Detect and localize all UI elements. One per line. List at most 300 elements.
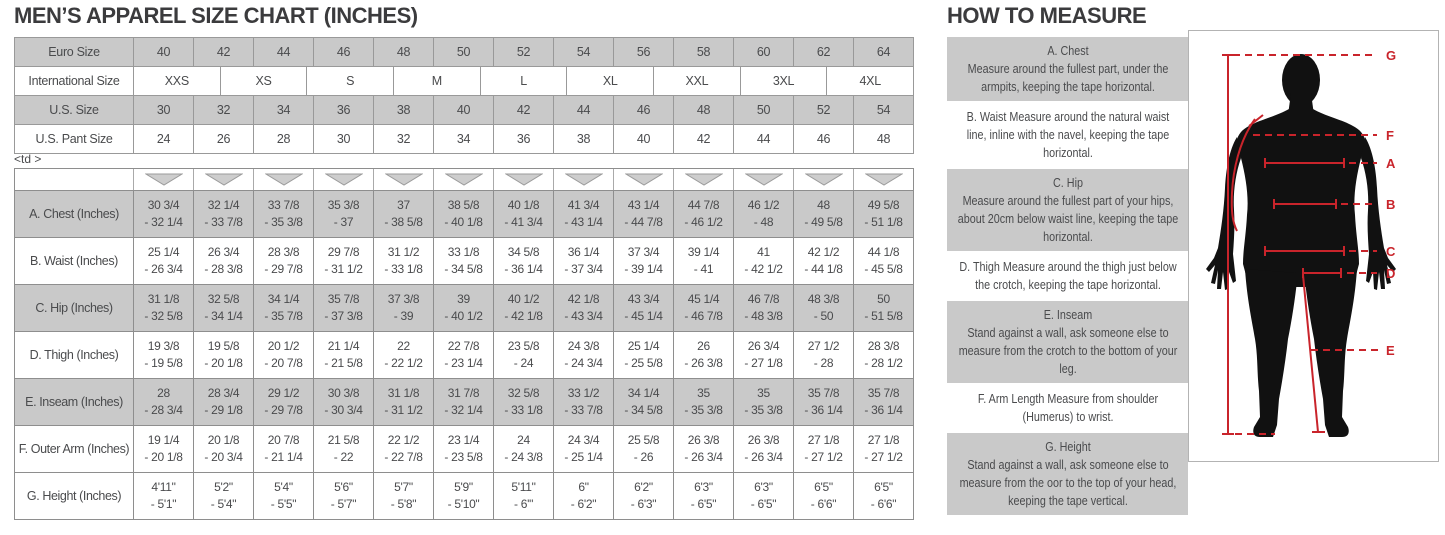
range-start: 28 3/8 <box>267 245 300 259</box>
range-start: 26 3/4 <box>747 339 780 353</box>
range-start: 25 1/4 <box>627 339 660 353</box>
measure-cell <box>674 191 734 237</box>
size-cell: 34 <box>434 125 494 153</box>
measure-cell <box>554 426 614 472</box>
range-end: - 5'1" <box>150 497 177 511</box>
range-end: - 46 7/8 <box>684 309 723 323</box>
size-cell: 54 <box>554 38 614 66</box>
measure-instruction-inner <box>957 301 1179 383</box>
range-start: 22 7/8 <box>447 339 480 353</box>
size-table-row <box>15 125 913 153</box>
size-cell: 44 <box>254 38 314 66</box>
measure-instruction-inner <box>957 103 1179 167</box>
range-start: 33 1/2 <box>567 386 600 400</box>
measure-cell <box>434 473 494 519</box>
instruction-body: Measure around the fullest part, under the armpits, keeping the tape horizontal. <box>967 62 1169 94</box>
range-start: 39 <box>457 292 470 306</box>
measure-table-row <box>15 285 913 332</box>
range-end: - 42 1/8 <box>504 309 543 323</box>
range-start: 6'3" <box>694 480 713 494</box>
how-to-measure-title <box>947 3 1146 29</box>
measure-cell <box>734 285 794 331</box>
measure-cell <box>494 238 554 284</box>
range-end: - 44 7/8 <box>624 215 663 229</box>
measure-cell <box>674 285 734 331</box>
measure-cell <box>674 379 734 425</box>
chevron-down-icon[interactable] <box>734 169 794 190</box>
range-end: - 48 3/8 <box>744 309 783 323</box>
range-end: - 28 <box>813 356 834 370</box>
range-start: 32 5/8 <box>207 292 240 306</box>
range-start: 24 <box>517 433 530 447</box>
measure-instruction-box <box>947 433 1188 515</box>
label-e: E <box>1386 343 1395 358</box>
measure-cell <box>494 332 554 378</box>
range-end: - 51 5/8 <box>864 309 903 323</box>
stray-markup-text: <td > <box>14 152 42 166</box>
range-start: 19 1/4 <box>147 433 180 447</box>
measure-cell <box>194 285 254 331</box>
chevron-down-icon[interactable] <box>614 169 674 190</box>
range-end: - 20 7/8 <box>264 356 303 370</box>
measure-cell <box>614 332 674 378</box>
range-end: - 37 3/8 <box>324 309 363 323</box>
measure-cell <box>374 285 434 331</box>
range-end: - 6'3" <box>630 497 657 511</box>
measure-cell <box>554 238 614 284</box>
range-start: 39 1/4 <box>687 245 720 259</box>
range-end: - 37 3/4 <box>564 262 603 276</box>
label-d: D <box>1386 266 1396 281</box>
size-cell: 32 <box>194 96 254 124</box>
range-start: 41 <box>757 245 770 259</box>
range-end: - 40 1/2 <box>444 309 483 323</box>
measure-instruction-box <box>947 103 1188 167</box>
measure-cell <box>494 426 554 472</box>
range-start: 35 7/8 <box>867 386 900 400</box>
range-start: 31 7/8 <box>447 386 480 400</box>
range-start: 25 1/4 <box>147 245 180 259</box>
range-start: 6'5" <box>874 480 893 494</box>
instruction-body: Measure around the fullest part of your hips, about 20cm below waist line, keeping the tape horizontal. <box>957 194 1179 244</box>
range-start: 44 1/8 <box>867 245 900 259</box>
range-start: 35 <box>697 386 710 400</box>
range-start: 40 1/8 <box>507 198 540 212</box>
range-start: 21 5/8 <box>327 433 360 447</box>
range-start: 24 3/8 <box>567 339 600 353</box>
range-end: - 26 <box>633 450 654 464</box>
size-cell: 24 <box>134 125 194 153</box>
measure-cell <box>494 379 554 425</box>
range-start: 50 <box>877 292 890 306</box>
label-c: C <box>1386 244 1396 259</box>
size-cell: 44 <box>734 125 794 153</box>
range-end: - 33 1/8 <box>504 403 543 417</box>
size-cell: 30 <box>314 125 374 153</box>
measure-row-label: B. Waist (Inches) <box>15 238 134 284</box>
measure-cell <box>554 285 614 331</box>
measure-instruction-inner <box>957 385 1179 431</box>
range-end: - 6'5" <box>690 497 717 511</box>
range-end: - 29 7/8 <box>264 403 303 417</box>
page-title-text: MEN’S APPAREL SIZE CHART (INCHES) <box>14 3 418 28</box>
range-end: - 39 1/4 <box>624 262 663 276</box>
range-end: - 29 1/8 <box>204 403 243 417</box>
measure-cell <box>554 473 614 519</box>
range-end: - 42 1/2 <box>744 262 783 276</box>
size-cell: 3XL <box>741 67 828 95</box>
measure-row-label: D. Thigh (Inches) <box>15 332 134 378</box>
measure-instruction-box <box>947 385 1188 431</box>
size-conversion-table <box>14 37 914 154</box>
size-cell: 60 <box>734 38 794 66</box>
range-end: - 26 3/4 <box>684 450 723 464</box>
chevron-down-icon[interactable] <box>794 169 854 190</box>
size-cell: 46 <box>314 38 374 66</box>
range-start: 38 5/8 <box>447 198 480 212</box>
measure-instruction-inner <box>957 37 1179 101</box>
range-end: - 6'" <box>513 497 534 511</box>
measure-cell <box>314 426 374 472</box>
measure-cell <box>734 426 794 472</box>
range-start: 31 1/8 <box>387 386 420 400</box>
range-end: - 44 1/8 <box>804 262 843 276</box>
range-end: - 21 1/4 <box>264 450 303 464</box>
size-cell: 42 <box>674 125 734 153</box>
range-start: 23 1/4 <box>447 433 480 447</box>
size-cell: 28 <box>254 125 314 153</box>
measure-header-spacer <box>15 169 134 190</box>
instruction-body: D. Thigh Measure around the thigh just below the crotch, keeping the tape horizontal. <box>959 260 1177 292</box>
instruction-title: A. Chest <box>1047 44 1089 58</box>
range-start: 6'5" <box>814 480 833 494</box>
range-start: 32 1/4 <box>207 198 240 212</box>
measure-cell <box>614 379 674 425</box>
measure-cell <box>854 191 913 237</box>
measure-cell <box>854 379 913 425</box>
instruction-body: F. Arm Length Measure from shoulder (Humerus) to wrist. <box>977 392 1159 424</box>
range-start: 6" <box>578 480 589 494</box>
measure-cell <box>794 191 854 237</box>
range-start: 35 <box>757 386 770 400</box>
measure-cell <box>674 426 734 472</box>
range-end: - 23 5/8 <box>444 450 483 464</box>
range-start: 42 1/8 <box>567 292 600 306</box>
measure-cell <box>554 379 614 425</box>
measure-cell <box>194 238 254 284</box>
range-end: - 45 5/8 <box>864 262 903 276</box>
range-start: 30 3/8 <box>327 386 360 400</box>
size-cell: 38 <box>374 96 434 124</box>
size-cell: 44 <box>554 96 614 124</box>
size-cell: 46 <box>794 125 854 153</box>
chevron-down-icon[interactable] <box>494 169 554 190</box>
size-cell: 30 <box>134 96 194 124</box>
chevron-down-icon[interactable] <box>134 169 194 190</box>
range-start: 26 3/8 <box>747 433 780 447</box>
measurement-table <box>14 168 914 520</box>
chevron-down-icon[interactable] <box>854 169 913 190</box>
range-start: 36 1/4 <box>567 245 600 259</box>
range-start: 28 <box>157 386 170 400</box>
range-end: - 19 5/8 <box>144 356 183 370</box>
range-end: - 5'7" <box>330 497 357 511</box>
size-cell: 42 <box>194 38 254 66</box>
range-start: 44 7/8 <box>687 198 720 212</box>
measurement-diagram <box>1188 30 1439 462</box>
measure-cell <box>374 332 434 378</box>
measure-instruction-box <box>947 301 1188 383</box>
range-start: 20 1/2 <box>267 339 300 353</box>
chevron-down-icon[interactable] <box>194 169 254 190</box>
size-cell: 64 <box>876 45 891 59</box>
range-end: - 27 1/2 <box>864 450 903 464</box>
size-cell: M <box>394 67 481 95</box>
instruction-title: E. Inseam <box>1043 308 1093 322</box>
measure-cell <box>194 332 254 378</box>
range-start: 22 1/2 <box>387 433 420 447</box>
label-f: F <box>1386 128 1394 143</box>
size-cell: 56 <box>614 38 674 66</box>
measure-cell <box>554 332 614 378</box>
man-silhouette <box>1206 54 1396 437</box>
range-start: 5'7" <box>394 480 413 494</box>
range-end: - 37 <box>333 215 354 229</box>
range-start: 19 5/8 <box>207 339 240 353</box>
measure-cell <box>374 426 434 472</box>
instruction-body: Stand against a wall, ask someone else to measure from the crotch to the bottom of your leg. <box>958 326 1178 376</box>
size-cell: 52 <box>794 96 854 124</box>
range-end: - 20 1/8 <box>204 356 243 370</box>
measure-cell <box>794 426 854 472</box>
size-cell: 38 <box>554 125 614 153</box>
measure-cell <box>254 238 314 284</box>
chevron-down-icon[interactable] <box>314 169 374 190</box>
range-end: - 39 <box>393 309 414 323</box>
range-start: 26 <box>697 339 710 353</box>
range-end: - 5'10" <box>447 497 480 511</box>
measure-cell <box>854 238 913 284</box>
range-end: - 28 1/2 <box>864 356 903 370</box>
measurement-labels <box>1386 48 1396 358</box>
range-end: - 26 3/4 <box>144 262 183 276</box>
measure-cell <box>254 285 314 331</box>
range-end: - 36 1/4 <box>504 262 543 276</box>
range-end: - 35 7/8 <box>264 309 303 323</box>
size-cell: XXS <box>134 67 221 95</box>
range-start: 5'9" <box>454 480 473 494</box>
range-end: - 24 3/4 <box>564 356 603 370</box>
range-start: 31 1/8 <box>147 292 180 306</box>
range-end: - 43 1/4 <box>564 215 603 229</box>
measure-cell <box>194 473 254 519</box>
range-start: 40 1/2 <box>507 292 540 306</box>
range-start: 6'2" <box>634 480 653 494</box>
size-cell: 36 <box>314 96 374 124</box>
measure-table-row <box>15 379 913 426</box>
measure-cell <box>314 285 374 331</box>
range-end: - 29 7/8 <box>264 262 303 276</box>
range-start: 26 3/8 <box>687 433 720 447</box>
measure-cell <box>374 191 434 237</box>
range-end: - 6'5" <box>750 497 777 511</box>
range-start: 20 1/8 <box>207 433 240 447</box>
measure-cell <box>494 285 554 331</box>
measure-cell <box>254 191 314 237</box>
size-table-row <box>15 38 913 67</box>
measure-instruction-inner <box>957 253 1179 299</box>
label-a: A <box>1386 156 1396 171</box>
range-start: 45 1/4 <box>687 292 720 306</box>
range-start: 5'11" <box>511 480 536 494</box>
range-start: 37 <box>397 198 410 212</box>
measure-row-label: E. Inseam (Inches) <box>15 379 134 425</box>
measure-row-label: C. Hip (Inches) <box>15 285 134 331</box>
size-cell: L <box>481 67 568 95</box>
range-end: - 31 1/2 <box>324 262 363 276</box>
measure-cell <box>254 473 314 519</box>
range-end: - 49 5/8 <box>804 215 843 229</box>
chevron-down-icon[interactable] <box>434 169 494 190</box>
range-start: 6'3" <box>754 480 773 494</box>
measure-cell <box>794 332 854 378</box>
measure-instruction-box <box>947 253 1188 299</box>
measure-cell <box>734 473 794 519</box>
range-start: 43 1/4 <box>627 198 660 212</box>
measure-cell <box>374 473 434 519</box>
measure-cell <box>314 238 374 284</box>
measure-row-label: F. Outer Arm (Inches) <box>15 426 134 472</box>
size-cell: 62 <box>794 38 854 66</box>
range-end: - 28 3/4 <box>144 403 183 417</box>
measure-cell <box>854 332 913 378</box>
measure-cell <box>494 191 554 237</box>
range-end: - 22 1/2 <box>384 356 423 370</box>
size-cell: 40 <box>134 38 194 66</box>
size-cell: 50 <box>734 96 794 124</box>
range-start: 20 7/8 <box>267 433 300 447</box>
measure-cell <box>794 238 854 284</box>
size-cell: 34 <box>254 96 314 124</box>
range-start: 28 3/4 <box>207 386 240 400</box>
measure-cell <box>194 379 254 425</box>
range-end: - 32 1/4 <box>144 215 183 229</box>
range-start: 34 1/4 <box>267 292 300 306</box>
size-cell: 48 <box>674 96 734 124</box>
measure-cell <box>794 473 854 519</box>
measure-cell <box>674 473 734 519</box>
range-end: - 23 1/4 <box>444 356 483 370</box>
range-end: - 46 1/2 <box>684 215 723 229</box>
measure-cell <box>134 379 194 425</box>
measure-row-label: A. Chest (Inches) <box>15 191 134 237</box>
range-end: - 24 3/8 <box>504 450 543 464</box>
range-start: 33 7/8 <box>267 198 300 212</box>
measure-cell <box>734 238 794 284</box>
range-start: 48 <box>817 198 830 212</box>
measure-cell <box>854 473 913 519</box>
body-silhouette-diagram <box>1189 31 1438 461</box>
range-start: 26 3/4 <box>207 245 240 259</box>
measure-cell <box>254 426 314 472</box>
size-row-label: U.S. Size <box>15 96 134 124</box>
measure-cell <box>314 473 374 519</box>
measure-cell <box>614 473 674 519</box>
range-end: - 40 1/8 <box>444 215 483 229</box>
measure-table-row <box>15 191 913 238</box>
range-start: 21 1/4 <box>327 339 360 353</box>
range-start: 27 1/8 <box>867 433 900 447</box>
measure-cell <box>734 332 794 378</box>
measure-cell <box>314 191 374 237</box>
range-start: 49 5/8 <box>867 198 900 212</box>
measure-cell <box>314 332 374 378</box>
range-end: - 6'2" <box>570 497 597 511</box>
size-table-row <box>15 96 913 125</box>
measure-cell <box>134 426 194 472</box>
range-start: 35 7/8 <box>327 292 360 306</box>
chevron-down-icon[interactable] <box>674 169 734 190</box>
chevron-down-icon[interactable] <box>374 169 434 190</box>
measure-cell <box>254 332 314 378</box>
measure-table-row <box>15 473 913 519</box>
range-end: - 35 3/8 <box>264 215 303 229</box>
measure-cell <box>134 191 194 237</box>
instruction-body: B. Waist Measure around the natural waist line, inline with the navel, keeping the tape horizontal. <box>966 110 1170 160</box>
measure-cell <box>134 332 194 378</box>
how-to-measure-instructions <box>947 37 1188 517</box>
page-title <box>14 3 418 29</box>
measure-cell <box>134 238 194 284</box>
range-start: 46 7/8 <box>747 292 780 306</box>
measure-cell <box>614 238 674 284</box>
size-cell: 50 <box>434 38 494 66</box>
range-start: 23 5/8 <box>507 339 540 353</box>
measurement-table-header <box>15 169 913 191</box>
range-end: - 43 3/4 <box>564 309 603 323</box>
range-start: 5'4" <box>274 480 293 494</box>
range-start: 5'2" <box>214 480 233 494</box>
size-cell: 40 <box>434 96 494 124</box>
measure-cell <box>794 285 854 331</box>
range-end: - 27 1/2 <box>804 450 843 464</box>
range-end: - 41 <box>693 262 714 276</box>
measure-cell <box>614 191 674 237</box>
range-start: 35 7/8 <box>807 386 840 400</box>
measure-cell <box>674 332 734 378</box>
measure-cell <box>134 285 194 331</box>
measure-cell <box>134 473 194 519</box>
measure-instruction-inner <box>957 169 1179 251</box>
chevron-down-icon[interactable] <box>254 169 314 190</box>
range-end: - 34 1/4 <box>204 309 243 323</box>
range-start: 4'11" <box>151 480 176 494</box>
range-end: - 34 5/8 <box>444 262 483 276</box>
range-end: - 30 3/4 <box>324 403 363 417</box>
size-cell: 36 <box>494 125 554 153</box>
range-start: 24 3/4 <box>567 433 600 447</box>
chevron-down-icon[interactable] <box>554 169 614 190</box>
measure-cell <box>794 379 854 425</box>
size-cell: 46 <box>614 96 674 124</box>
range-start: 42 1/2 <box>807 245 840 259</box>
measure-cell <box>434 285 494 331</box>
range-end: - 21 5/8 <box>324 356 363 370</box>
range-end: - 38 5/8 <box>384 215 423 229</box>
range-end: - 26 3/8 <box>684 356 723 370</box>
range-start: 27 1/2 <box>807 339 840 353</box>
size-cell: 42 <box>494 96 554 124</box>
